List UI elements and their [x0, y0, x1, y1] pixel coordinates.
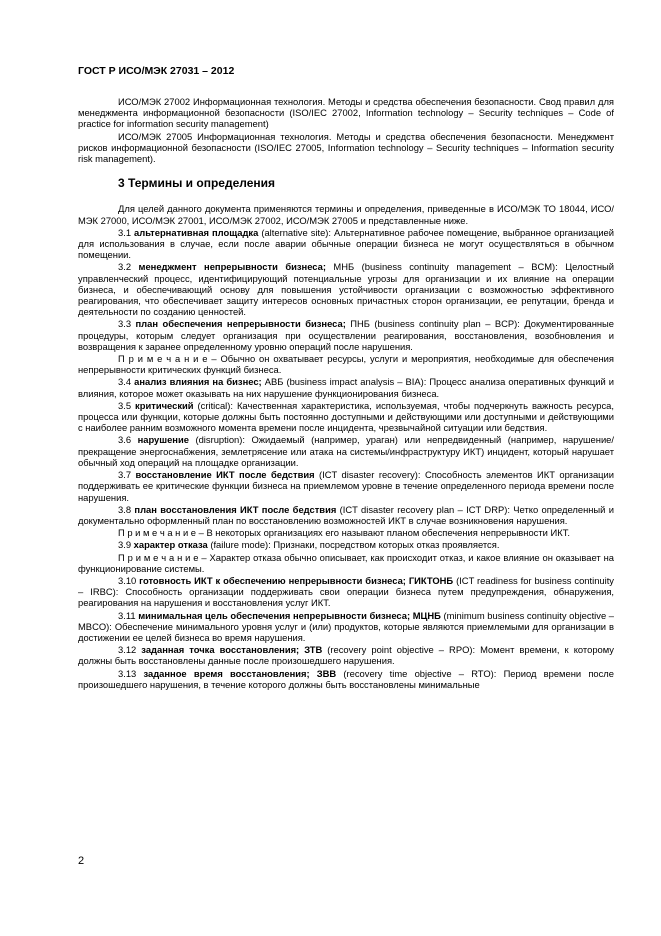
term-3-2	[78, 261, 614, 317]
term-number: 3.3	[118, 318, 132, 330]
term-definition: (failure mode): Признаки, посредством которых отказ проявляется.	[207, 539, 500, 551]
term-definition: (recovery point objective – RPO): Момент времени, к которому должны быть восстановлены данные после произошедшего нарушения.	[78, 644, 614, 667]
term-definition: (ICT disaster recovery plan – ICT DRP): Четко определенный и документально оформленный план по восстановлению возможностей ИКТ в случае возникновения нарушения.	[78, 503, 614, 526]
document-body	[78, 96, 614, 691]
term-definition: МНБ (business continuity management – BCM): Целостный управленческий процесс, идентифицирующий потенциальные угрозы для организации и их влияние на операции бизнеса, и обеспечивающий основу для повышения устойчивости организации с возможностью эффективного реагирования, что обеспечивает защиту интересов основных причастных сторон организации, ее репутации, бренда и деятельности по созданию ценностей.	[78, 261, 614, 318]
term-title: заданная точка восстановления; ЗТВ	[141, 644, 323, 656]
term-number: 3.5	[118, 399, 132, 411]
term-definition: (minimum business continuity objective – MBCO): Обеспечение минимального уровня услуг и (или) продуктов, которые являются приемлемыми для организации в достижении ее целей бизнеса во время нарушения.	[78, 609, 615, 643]
term-3-5	[78, 400, 614, 434]
term-title: альтернативная площадка	[134, 226, 259, 238]
term-title: анализ влияния на бизнес;	[134, 376, 262, 388]
reference-paragraph: ИСО/МЭК 27002 Информационная технология. Методы и средства обеспечения безопасности. Свод правил для менеджмента информационной безопасности (ISO/IEC 27002, Information technology – Security techniques – Code of practice for information security management)	[78, 96, 614, 130]
note-text: – Обычно он охватывает ресурсы, услуги и мероприятия, необходимые для обеспечения непрерывности критических функций бизнеса.	[78, 353, 614, 376]
term-title: критический	[135, 399, 194, 411]
term-title: минимальная цель обеспечения непрерывности бизнеса; МЦНБ	[138, 609, 441, 621]
section-heading: 3 Термины и определения	[118, 176, 276, 191]
term-definition: (disruption): Ожидаемый (например, ураган) или непредвиденный (например, нарушение/прекращение энергоснабжения, землетрясение или атака на системы/инфраструктуру ИКТ) инцидент, который нарушает обычный ход операций на площадке организации.	[78, 434, 615, 468]
term-number: 3.6	[118, 434, 132, 446]
term-title: нарушение	[137, 434, 189, 446]
term-definition: (ICT readiness for business continuity – IRBC): Способность организации поддерживать свои операции бизнеса путем предупреждения, обнаружения, реагирования на нарушения и восстановления услуг ИКТ.	[78, 574, 614, 609]
term-title: заданное время восстановления; ЗВВ	[143, 667, 337, 679]
term-number: 3.8	[118, 503, 132, 515]
term-title: готовность ИКТ к обеспечению непрерывности бизнеса; ГИКТОНБ	[139, 574, 454, 586]
term-definition: ПНБ (business continuity plan – BCP): Документированные процедуры, которым следует организация при осуществлении реагирования, восстановления, возобновления и возвращения к заранее определенному уровню операций после нарушения.	[78, 318, 615, 352]
note-3-8	[78, 527, 614, 538]
term-3-12	[78, 644, 614, 666]
term-number: 3.11	[118, 609, 136, 621]
note-3-9	[78, 552, 614, 574]
term-definition: АВБ (business impact analysis – BIA): Процесс анализа оперативных функций и влияния, которое может оказывать на них нарушение функционирования бизнеса.	[78, 376, 614, 399]
note-text: – Характер отказа обычно описывает, как происходит отказ, и какое влияние он оказывает на функционирование системы.	[78, 551, 614, 574]
term-3-6	[78, 434, 614, 468]
page-number: 2	[78, 855, 85, 867]
term-definition: (critical): Качественная характеристика, используемая, чтобы подчеркнуть важность ресурса, процесса или функции, которые должны быть постоянно доступными и действующими или доступными и действующими с наиболее ранним возможного момента времени после инцидента, чрезвычайной ситуации или бедствия.	[78, 399, 614, 434]
note-label: П р и м е ч а н и е	[118, 527, 197, 539]
term-number: 3.10	[118, 574, 137, 586]
term-3-3	[78, 318, 614, 352]
term-3-13	[78, 668, 614, 690]
note-3-3	[78, 353, 614, 375]
term-definition: (ICT disaster recovery): Способность элементов ИКТ организации поддерживать ее критические функции бизнеса на приемлемом уровне в течение определенного периода времени после нарушения.	[78, 469, 614, 503]
reference-paragraph: ИСО/МЭК 27005 Информационная технология. Методы и средства обеспечения безопасности. Менеджмент рисков информационной безопасности (ISO/IEC 27005, Information technology – Security techniques – Information security risk management).	[78, 130, 614, 165]
term-3-4	[78, 376, 614, 398]
term-3-7	[78, 469, 614, 503]
note-text: – В некоторых организациях его называют планом обеспечения непрерывности ИКТ.	[196, 527, 570, 539]
term-3-11	[78, 610, 614, 644]
term-number: 3.9	[118, 539, 132, 551]
term-3-9	[78, 539, 614, 550]
term-title: восстановление ИКТ после бедствия	[135, 469, 315, 481]
term-title: план восстановления ИКТ после бедствия	[134, 503, 337, 515]
term-3-10	[78, 575, 614, 609]
term-number: 3.13	[118, 667, 137, 679]
term-number: 3.4	[118, 376, 132, 388]
term-number: 3.2	[118, 261, 132, 273]
term-definition: (alternative site): Альтернативное рабочее помещение, выбранное организацией для использования в случае, если после аварии обычные операции бизнеса не могут осуществляться в обычном помещении.	[78, 226, 615, 261]
term-title: план обеспечения непрерывности бизнеса;	[135, 318, 346, 330]
term-number: 3.12	[118, 644, 137, 656]
term-3-8	[78, 504, 614, 526]
term-definition: (recovery time objective – RTO): Период времени после произошедшего нарушения, в течение которого должны быть восстановлены минимальные	[78, 667, 614, 690]
term-number: 3.7	[118, 469, 132, 481]
term-title: характер отказа	[133, 539, 208, 551]
term-number: 3.1	[118, 226, 132, 238]
section-intro: Для целей данного документа применяются термины и определения, приведенные в ИСО/МЭК ТО 18044, ИСО/МЭК 27000, ИСО/МЭК 27001, ИСО/МЭК 27002, ИСО/МЭК 27005 и представленные ниже.	[78, 203, 614, 226]
document-header: ГОСТ Р ИСО/МЭК 27031 – 2012	[78, 65, 235, 77]
note-label: П р и м е ч а н и е	[118, 353, 208, 365]
note-label: П р и м е ч а н и е	[118, 551, 199, 563]
term-title: менеджмент непрерывности бизнеса;	[138, 261, 326, 273]
term-3-1	[78, 227, 614, 261]
